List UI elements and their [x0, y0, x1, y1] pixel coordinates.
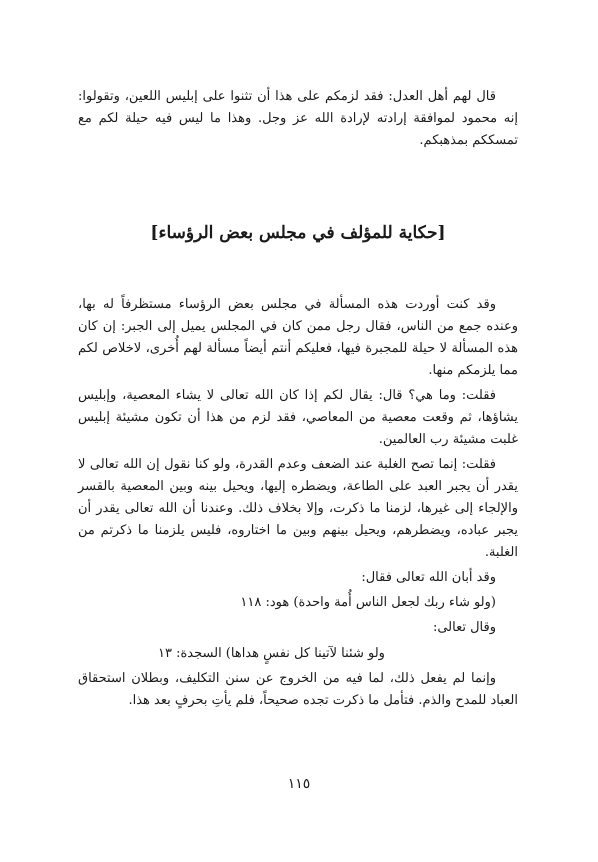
closing-paragraph: وإنما لم يفعل ذلك، لما فيه من الخروج عن سنن التكليف، وبطلان استحقاق العباد للمدح والذم. فتأمل ما ذكرت تجده صحيحاً، فلم يأتِ بحرفٍ بعد هذا. [78, 671, 518, 708]
paragraph-answer: فقلت: إنما تصح الغلبة عند الضعف وعدم القدرة، ولو كنا نقول إن الله تعالى لا يقدر أن يجبر العبد على الطاعة، ويضطره إليها، ويحيل بينه وبين المعصية بالقسر والإلجاء إلى غيرها، لزمنا ما ذكرت، وإلا بخلاف ذلك. وعندنا أن الله تعالى يقدر أن يجبر عباده، ويضطرهم، ويحيل بينهم وبين ما اختاروه، فليس يلزمنا ما ذكرتم من الغلبة. [78, 457, 518, 560]
page-number: ١١٥ [287, 776, 311, 792]
document-body [78, 86, 518, 712]
verse-intro-2: وقال تعالى: [432, 620, 496, 635]
quran-verse-sajda: ولو شئنا لآتينا كل نفسٍ هداها) السجدة: ١٣ [158, 646, 385, 661]
verse-intro-1: وقد أبان الله تعالى فقال: [361, 570, 496, 585]
intro-paragraph: قال لهم أهل العدل: فقد لزمكم على هذا أن تثنوا على إبليس اللعين، وتقولوا: إنه محمود لموافقة إرادته لإرادة الله عز وجل. وهذا ما ليس فيه حيلة لكم مع تمسككم بمذهبكم. [78, 89, 518, 148]
paragraph-story: وقد كنت أوردت هذه المسألة في مجلس بعض الرؤساء مستظرفاً له بها، وعنده جمع من الناس، فقال رجل ممن كان في المجلس يميل إلى الجبر: إن كان هذه المسألة لا حيلة للمجبرة فيها، فعليكم أنتم أيضاً مسألة لهم أُخرى، لاخلاص لكم مما يلزمكم منها. [78, 297, 518, 378]
paragraph-question: فقلت: وما هي؟ قال: يقال لكم إذا كان الله تعالى لا يشاء المعصية، وإبليس يشاؤها، ثم وقعت معصية من المعاصي، فقد لزم من هذا أن تكون مشيئة إبليس غلبت مشيئة رب العالمين. [78, 388, 518, 447]
quran-verse-hud: (ولو شاء ربك لجعل الناس أُمة واحدة) هود: ١١٨ [240, 595, 496, 610]
section-heading: [حكاية للمؤلف في مجلس بعض الرؤساء] [150, 223, 446, 243]
